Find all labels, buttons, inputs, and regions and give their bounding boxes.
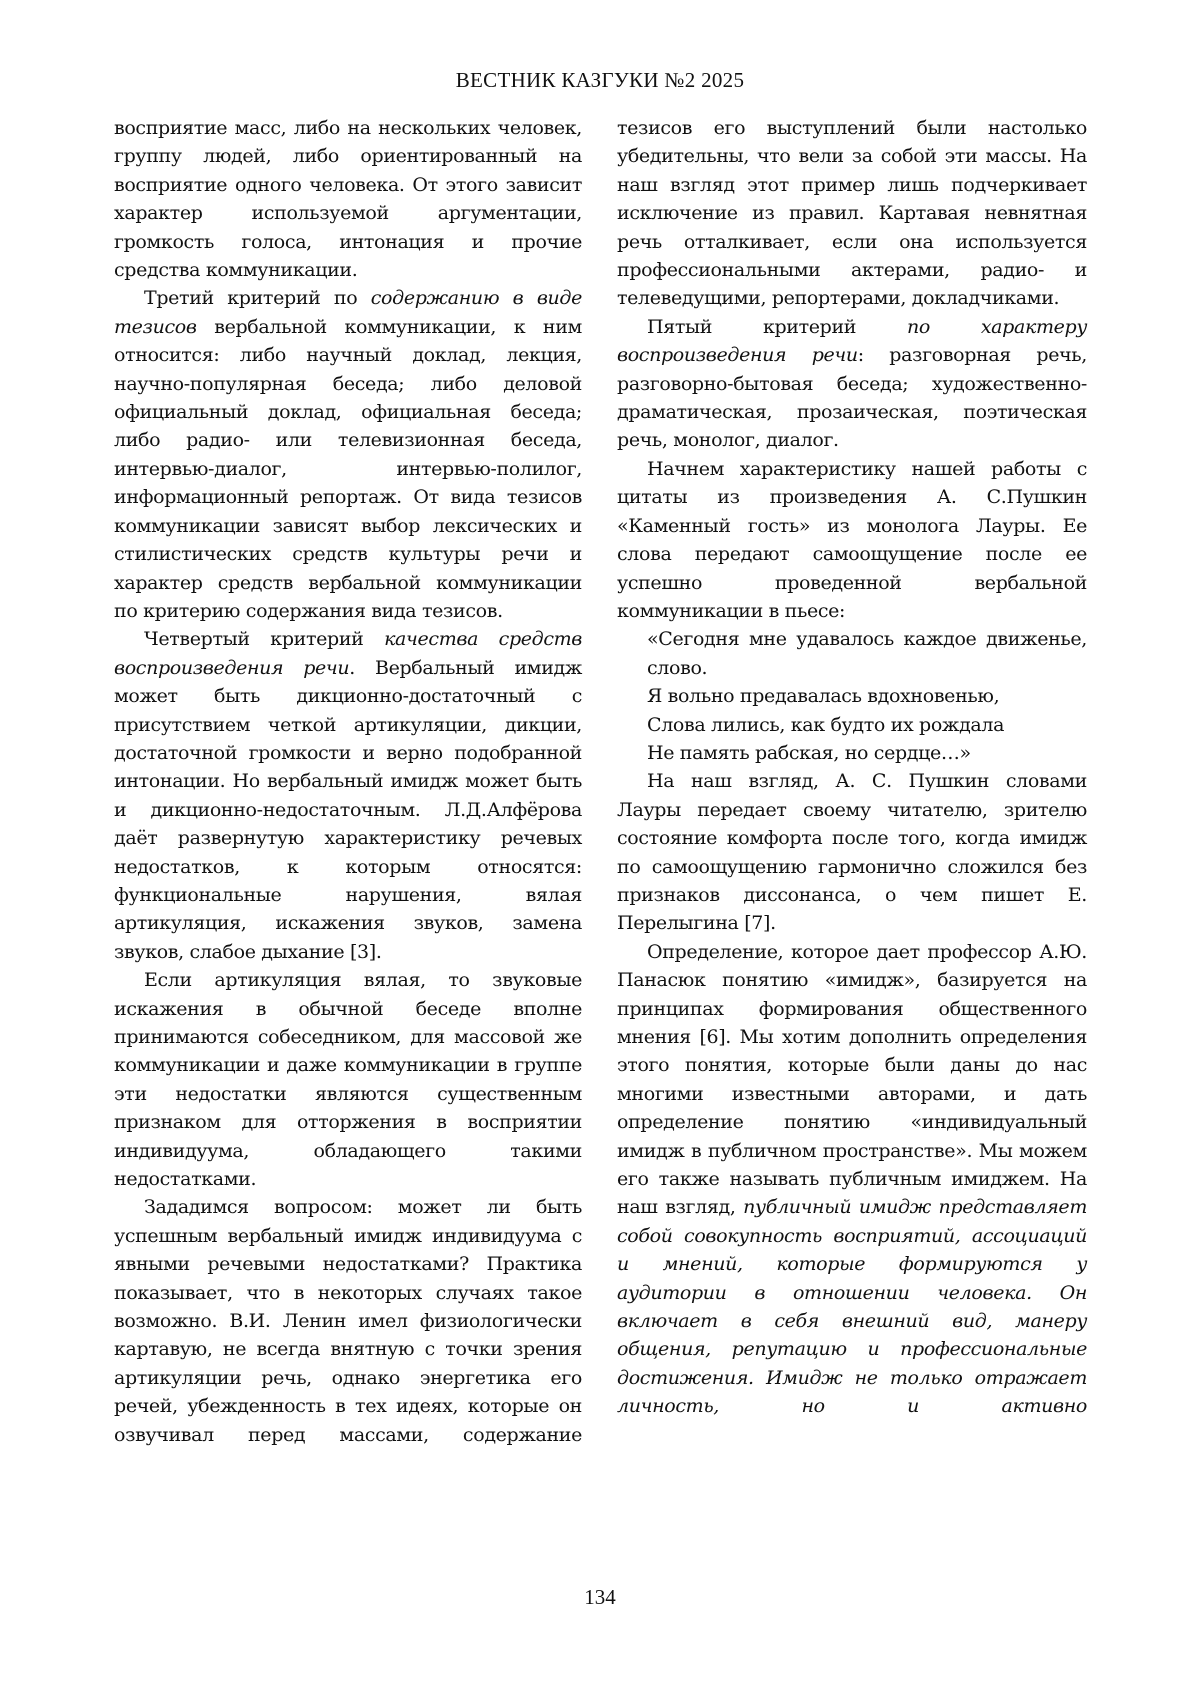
quote-line: Слова лились, как будто их рождала <box>647 713 1005 736</box>
right-column <box>617 114 1087 1421</box>
italic-term: содержанию в виде тезисов <box>114 287 583 338</box>
paragraph: восприятие масс, либо на нескольких человек, группу людей, либо ориентированный на восприятие одного человека. От этого зависит характер используемой аргументации, громкость голоса, интонация и прочие средства коммуникации. <box>114 117 582 282</box>
quote-line: Я вольно предавалась вдохновенью, <box>647 685 1000 708</box>
italic-term: качества средств воспроизведения речи <box>114 628 583 679</box>
paragraph: тезисов его выступлений были настолько убедительны, что вели за собой эти массы. На наш взгляд этот пример лишь подчеркивает исключение из правил. Картавая невнятная речь отталкивает, если она используется профессиональными актерами, радио- и телеведущими, репортерами, докладчиками. <box>617 117 1087 310</box>
quote-line: Не память рабская, но сердце…» <box>647 741 971 764</box>
paragraph-criterion-5: Пятый критерий по характеру воспроизведения речи: разговорная речь, разговорно-бытовая беседа; художественно-драматическая, прозаическая, поэтическая речь, монолог, диалог. <box>617 315 1087 452</box>
paragraph: Если артикуляция вялая, то звуковые искажения в обычной беседе вполне принимаются собеседником, для массовой же коммуникации и даже коммуникации в группе эти недостатки являются существенным признаком для отторжения в восприятии индивидуума, обладающего такими недостатками. <box>114 969 582 1191</box>
paragraph-definition: Определение, которое дает профессор А.Ю. Панасюк понятию «имидж», базируется на принципах формирования общественного мнения [6]. Мы хотим дополнить определения этого понятия, которые были даны до нас многими известными авторами, и дать определение понятию «индивидуальный имидж в публичном пространстве». Мы можем его также называть публичным имиджем. На наш взгляд, публичный имидж представляет собой совокупность восприятий, ассоциаций и мнений, которые формируются у аудитории в отношении человека. Он включает в себя внешний вид, манеру общения, репутацию и профессиональные достижения. Имидж не только отражает личность, но и активно <box>617 940 1087 1418</box>
italic-term: по характеру воспроизведения речи <box>617 315 1087 367</box>
left-column <box>114 114 582 1449</box>
running-header: ВЕСТНИК КАЗГУКИ №2 2025 <box>455 68 745 92</box>
paragraph: Начнем характеристику нашей работы с цитаты из произведения А. С.Пушкин «Каменный гость» из монолога Лауры. Ее слова передают самоощущение после ее успешно проведенной вербальной коммуникации в пьесе: <box>617 457 1087 622</box>
italic-definition: публичный имидж представляет собой совокупность восприятий, ассоциаций и мнений, которые формируются у аудитории в отношении человека. Он включает в себя внешний вид, манеру общения, репутацию и профессиональные достижения. Имидж не только отражает личность, но и активно <box>617 1196 1087 1418</box>
paragraph: На наш взгляд, А. С. Пушкин словами Лауры передает своему читателю, зрителю состояние комфорта после того, когда имидж по самоощущению гармонично сложился без признаков диссонанса, о чем пишет Е. Перелыгина [7]. <box>617 770 1087 935</box>
paragraph-criterion-3: Третий критерий по содержанию в виде тезисов вербальной коммуникации, к ним относится: либо научный доклад, лекция, научно-популярная беседа; либо деловой официальный доклад, официальная беседа; либо радио- или телевизионная беседа, интервью-диалог, интервью-полилог, информационный репортаж. От вида тезисов коммуникации зависят выбор лексических и стилистических средств культуры речи и характер средств вербальной коммуникации по критерию содержания вида тезисов. <box>114 287 583 622</box>
quote-line: «Сегодня мне удавалось каждое движенье, слово. <box>647 628 1087 679</box>
paragraph: Зададимся вопросом: может ли быть успешным вербальный имидж индивидуума с явными речевыми недостатками? Практика показывает, что в некоторых случаях такое возможно. В.И. Ленин имел физиологически картавую, не всегда внятную с точки зрения артикуляции речь, однако энергетика его речей, убежденность в тех идеях, которые он озвучивал перед массами, содержание <box>114 1196 582 1446</box>
page-number: 134 <box>584 1585 616 1609</box>
paragraph-criterion-4: Четвертый критерий качества средств воспроизведения речи. Вербальный имидж может быть дикционно-достаточный с присутствием четкой артикуляции, дикции, достаточной громкости и верно подобранной интонации. Но вербальный имидж может быть и дикционно-недостаточным. Л.Д.Алфёрова даёт развернутую характеристику речевых недостатков, к которым относятся: функциональные нарушения, вялая артикуляция, искажения звуков, замена звуков, слабое дыхание [3]. <box>114 628 583 963</box>
